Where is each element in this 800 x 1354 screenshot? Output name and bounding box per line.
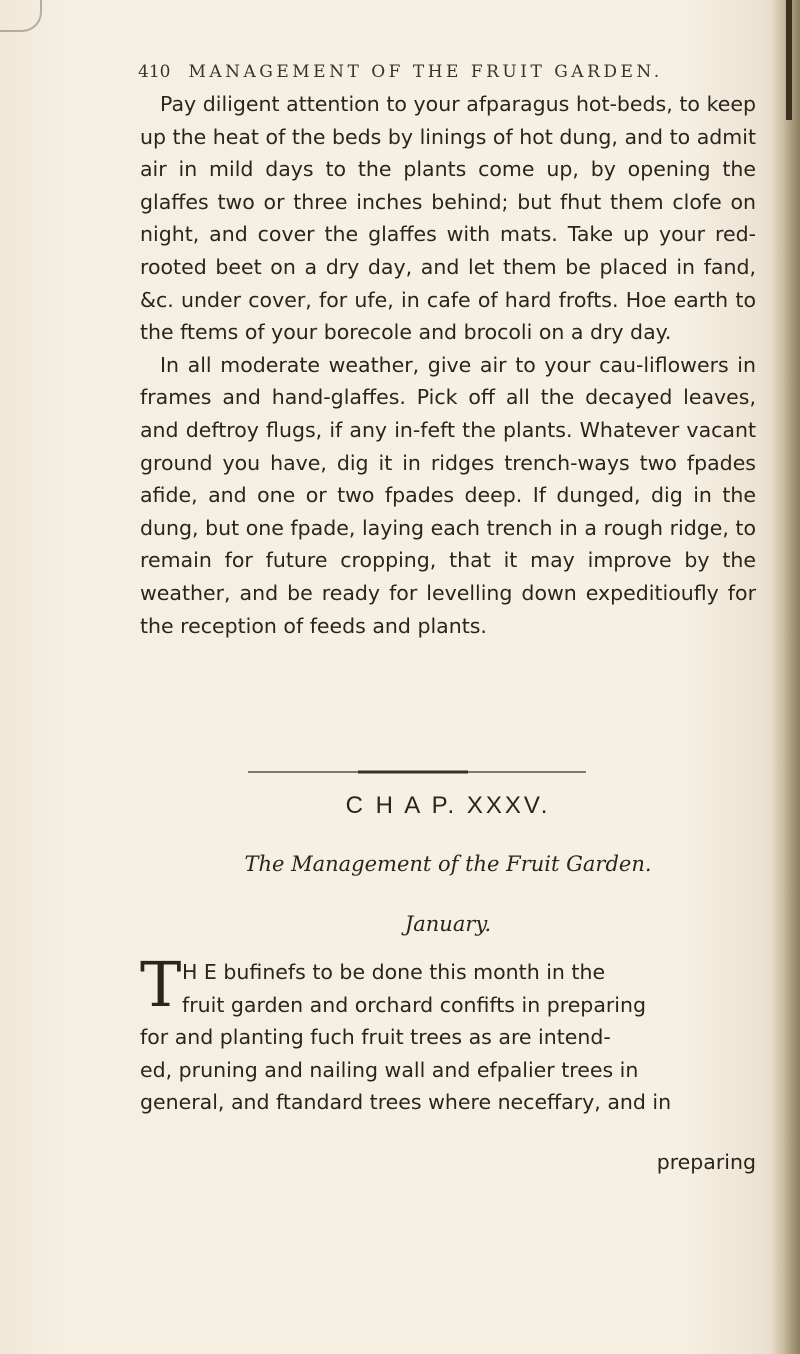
text-line: H E bufinefs to be done this month in the (182, 960, 606, 984)
running-head-title: MANAGEMENT OF THE FRUIT GARDEN. (188, 62, 663, 82)
paragraph: Pay diligent attention to your afparagus hot-beds, to keep up the heat of the beds by linings of hot dung, and to admit air in mild days to the plants come up, by opening the glaffes two or three inches behind; but fhut them clofe on night, and cover the glaffes with mats. Take up your red-rooted beet on a dry day, and let them be placed in fand, &c. under cover, for ufe, in cafe of hard frofts. Hoe earth to the ftems of your borecole and brocoli on a dry day. (140, 92, 756, 345)
page-spine-edge (772, 0, 800, 1354)
paragraph: In all moderate weather, give air to your cau-liflowers in frames and hand-glaffes. Pick off all the decayed leaves, and deftroy flugs, if any in-feft the plants. Whatever vacant ground you have, dig it in ridges trench-ways two fpades afide, and one or two fpades deep. If dunged, dig in the dung, but one fpade, laying each trench in a rough ridge, to remain for future cropping, that it may improve by the weather, and be ready for levelling down expeditioufly for the reception of feeds and plants. (140, 352, 756, 638)
month-heading: January. (404, 912, 492, 936)
text-line: general, and ftandard trees where neceffary, and in (140, 1090, 672, 1115)
text-line: fruit garden and orchard confifts in preparing (182, 992, 647, 1017)
spine-shadow (786, 0, 792, 120)
chapter-number: C H A P. XXXV. (345, 792, 551, 819)
chapter-title: The Management of the Fruit Garden. (244, 852, 652, 876)
page-corner-mark (0, 0, 42, 32)
catchword: preparing (656, 1150, 756, 1174)
text-line: ed, pruning and nailing wall and efpalier trees in (140, 1057, 639, 1082)
running-head (138, 62, 698, 82)
text-line: for and planting fuch fruit trees as are intend- (140, 1025, 611, 1050)
body-text (140, 88, 756, 642)
page-number: 410 (138, 62, 171, 82)
chapter-body (140, 948, 756, 1119)
drop-cap: T (140, 948, 182, 1021)
ornamental-rule (248, 770, 586, 774)
